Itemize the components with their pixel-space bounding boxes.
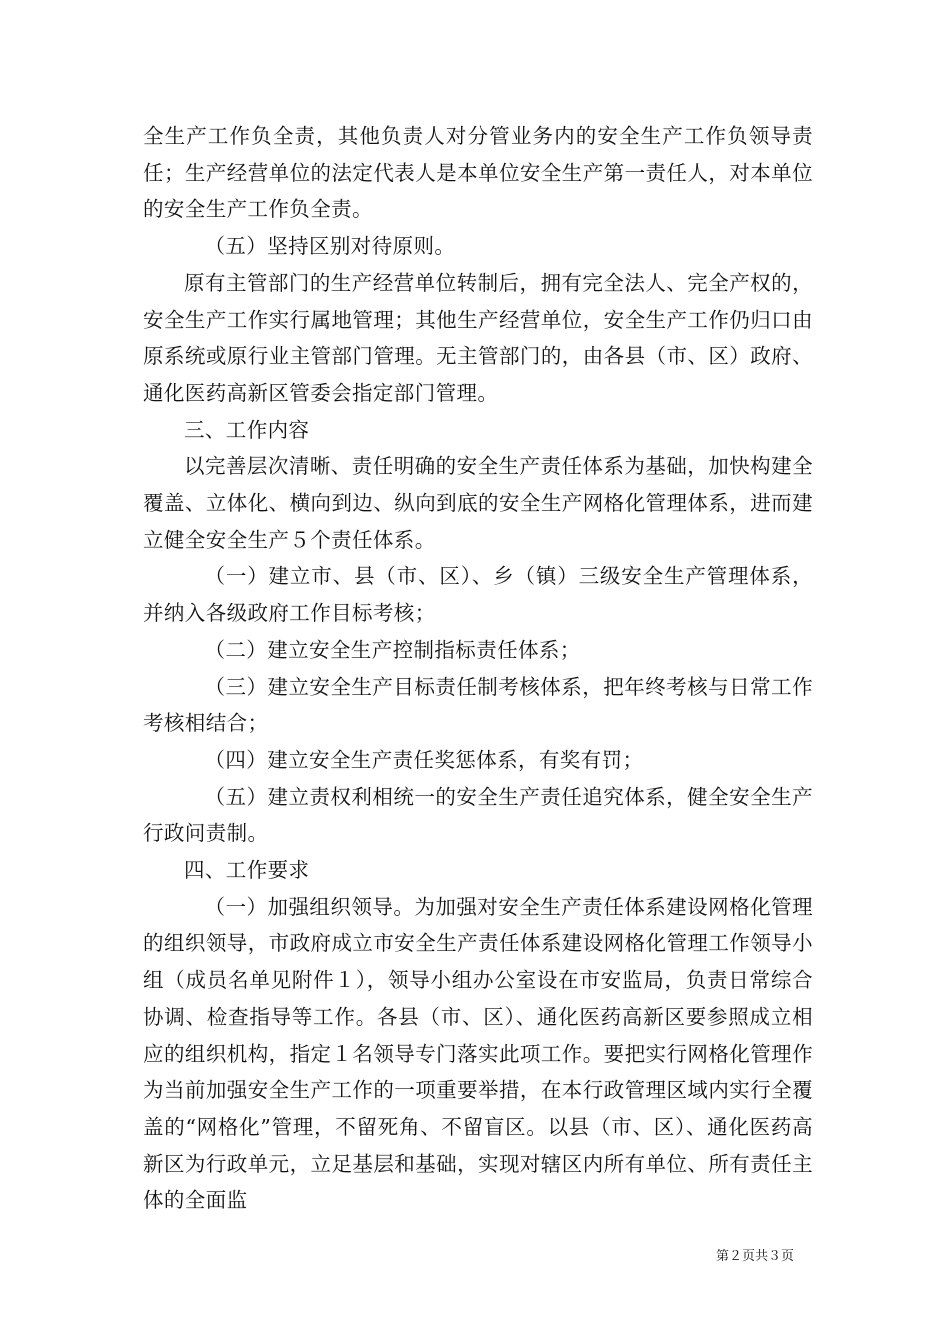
list-item-2: （二）建立安全生产控制指标责任体系； xyxy=(204,637,581,662)
page-number-footer: 第２页共３页 xyxy=(716,1249,795,1264)
paragraph-work-content-intro: 以完善层次清晰、责任明确的安全生产责任体系为基础，加快构建全覆盖、立体化、横向到边、纵向到底的安全生产网格化管理体系，进而建立健全安全生产５个责任体系。 xyxy=(143,454,813,552)
list-item-3: （三）建立安全生产目标责任制考核体系，把年终考核与日常工作考核相结合； xyxy=(143,674,813,736)
section-heading-work-content: 三、工作内容 xyxy=(184,417,310,442)
document-body xyxy=(143,118,813,1219)
section-heading-work-requirements: 四、工作要求 xyxy=(184,858,310,883)
paragraph-organization-leadership: （一）加强组织领导。为加强对安全生产责任体系建设网格化管理的组织领导，市政府成立市安全生产责任体系建设网格化管理工作领导小组（成员名单见附件１），领导小组办公室设在市安监局，负责日常综合协调、检查指导等工作。各县（市、区）、通化医药高新区要参照成立相应的组织机构，指定１名领导专门落实此项工作。要把实行网格化管理作为当前加强安全生产工作的一项重要举措，在本行政管理区域内实行全覆盖的“网格化”管理，不留死角、不留盲区。以县（市、区）、通化医药高新区为行政单元，立足基层和基础，实现对辖区内所有单位、所有责任主体的全面监 xyxy=(143,894,813,1213)
list-item-4: （四）建立安全生产责任奖惩体系，有奖有罚； xyxy=(204,747,644,772)
list-item-5: （五）建立责权利相统一的安全生产责任追究体系，健全安全生产行政问责制。 xyxy=(143,784,813,846)
paragraph-principle-5-body: 原有主管部门的生产经营单位转制后，拥有完全法人、完全产权的，安全生产工作实行属地管理；其他生产经营单位，安全生产工作仍归口由原系统或原行业主管部门管理。无主管部门的，由各县（市、区）政府、通化医药高新区管委会指定部门管理。 xyxy=(143,270,813,405)
list-item-1: （一）建立市、县（市、区）、乡（镇）三级安全生产管理体系，并纳入各级政府工作目标考核； xyxy=(143,564,813,626)
paragraph-continuation: 全生产工作负全责，其他负责人对分管业务内的安全生产工作负领导责任；生产经营单位的法定代表人是本单位安全生产第一责任人，对本单位的安全生产工作负全责。 xyxy=(143,124,813,222)
paragraph-principle-5-heading: （五）坚持区别对待原则。 xyxy=(204,234,456,259)
